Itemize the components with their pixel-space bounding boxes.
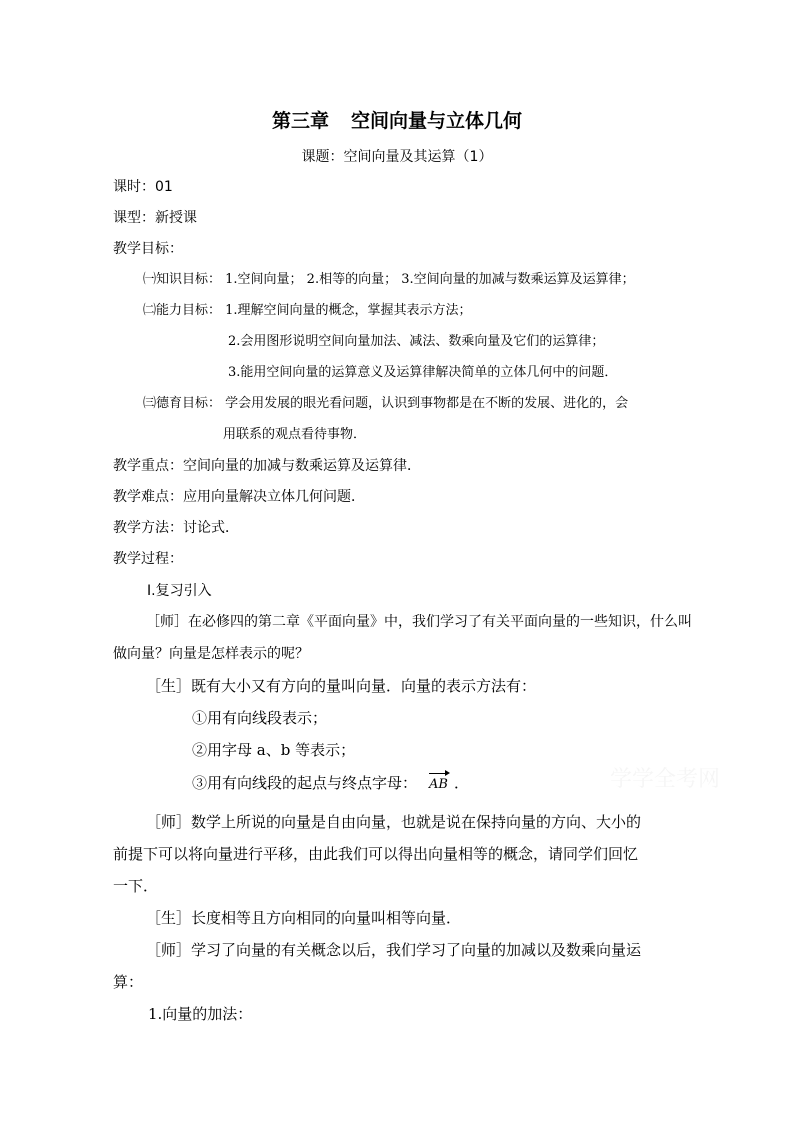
teacher-operations-line1: ［师］学习了向量的有关概念以后，我们学习了向量的加减以及数乘向量运 <box>146 941 642 959</box>
representation-item-3 <box>192 773 469 794</box>
watermark: 学学全考网 <box>610 767 721 792</box>
teaching-method: 教学方法：讨论式． <box>113 520 239 536</box>
goal-knowledge: ㈠知识目标： 1.空间向量； 2.相等的向量； 3.空间向量的加减与数乘运算及运算律； <box>143 272 635 287</box>
goal-ability-2: 2.会用图形说明空间向量加法、减法、数乘向量及它们的运算律； <box>228 334 605 349</box>
chapter-name: 空间向量与立体几何 <box>351 110 523 132</box>
goal-moral-1: ㈢德育目标： 学会用发展的眼光看问题，认识到事物都是在不断的发展、进化的，会 <box>143 396 629 411</box>
teacher-free-vector-line2: 前提下可以将向量进行平移，由此我们可以得出向量相等的概念，请同学们回忆 <box>113 845 639 863</box>
goal-moral-2: 用联系的观点看待事物． <box>223 427 367 442</box>
teacher-free-vector-line1: ［师］数学上所说的向量是自由向量，也就是说在保持向量的方向、大小的 <box>146 813 642 831</box>
page-title <box>0 106 794 133</box>
teacher-question-line2: 做向量？向量是怎样表示的呢？ <box>113 646 309 662</box>
section-review: Ⅰ.复习引入 <box>147 583 212 599</box>
teacher-question-line1: ［师］在必修四的第二章《平面向量》中，我们学习了有关平面向量的一些知识，什么叫 <box>146 614 692 630</box>
representation-item-3-period: ． <box>453 774 469 792</box>
goal-ability-1: ㈡能力目标： 1.理解空间向量的概念，掌握其表示方法； <box>143 303 472 318</box>
vector-addition-heading: 1.向量的加法： <box>148 1005 253 1023</box>
teaching-focus: 教学重点：空间向量的加减与数乘运算及运算律． <box>113 458 421 474</box>
vector-ab-notation: AB <box>429 773 448 794</box>
teacher-operations-line2: 算： <box>113 973 144 991</box>
class-type: 课型：新授课 <box>113 210 197 226</box>
chapter-label: 第三章 <box>271 110 329 132</box>
student-answer-1: ［生］既有大小又有方向的量叫向量．向量的表示方法有： <box>146 677 537 695</box>
teacher-free-vector-line3: 一下． <box>113 877 159 895</box>
lesson-subtitle: 课题：空间向量及其运算（1） <box>301 149 493 165</box>
representation-item-1: ①用有向线段表示； <box>192 709 328 727</box>
representation-item-2: ②用字母 a、b 等表示； <box>192 741 356 759</box>
goals-heading: 教学目标： <box>113 241 183 257</box>
representation-item-3-text: ③用有向线段的起点与终点字母： <box>192 774 418 792</box>
class-hours: 课时：01 <box>113 179 173 195</box>
teaching-process-heading: 教学过程： <box>113 551 183 567</box>
student-answer-2: ［生］长度相等且方向相同的向量叫相等向量． <box>146 909 462 927</box>
teaching-difficulty: 教学难点：应用向量解决立体几何问题． <box>113 489 365 505</box>
goal-ability-3: 3.能用空间向量的运算意义及运算律解决简单的立体几何中的问题． <box>228 365 618 380</box>
